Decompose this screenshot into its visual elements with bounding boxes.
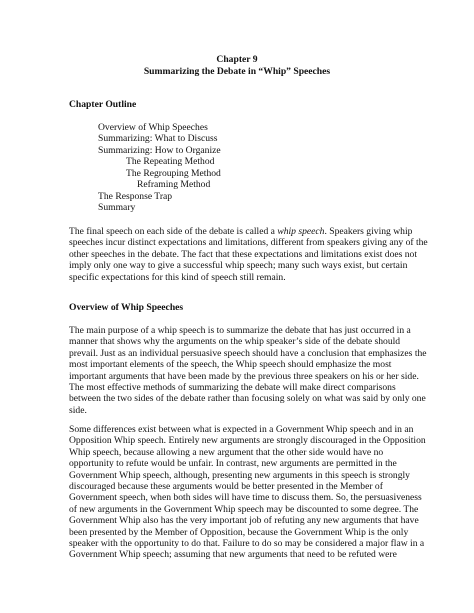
- outline-item: Summarizing: How to Organize: [98, 145, 221, 156]
- outline-subitem: The Repeating Method: [126, 156, 215, 167]
- paragraph-line: Some differences exist between what is expected in a Government Whip speech and in an: [69, 424, 414, 435]
- intro-line: specific expectations for this kind of speech still remain.: [69, 271, 286, 283]
- intro-text: . Speakers giving whip: [324, 226, 413, 237]
- paragraph-line: of new arguments in the Government Whip speech may be discounted to some degree. The: [69, 503, 419, 515]
- outline-item: Summarizing: What to Discuss: [98, 133, 218, 144]
- paragraph-line: manner that shows why the arguments on the whip speaker’s side of the debate should: [69, 336, 401, 348]
- chapter-title: Summarizing the Debate in “Whip” Speeches: [143, 66, 331, 77]
- paragraph-line: discouraged because these arguments would be better presented in the Member of: [69, 481, 383, 493]
- paragraph-line: most important elements of the speech, the Whip speech should emphasize the most: [69, 359, 392, 371]
- paragraph-line: Government Whip speech, although, presenting new arguments in this speech is strongly: [69, 469, 410, 481]
- outline-subitem: Reframing Method: [137, 179, 211, 190]
- intro-text: The final speech on each side of the debate is called a: [69, 226, 278, 237]
- outline-subitem: The Regrouping Method: [126, 168, 221, 179]
- overview-heading: Overview of Whip Speeches: [69, 302, 184, 313]
- paragraph-line: Government Whip speech; assuming that new arguments that need to be refuted were: [69, 549, 397, 561]
- outline-item: The Response Trap: [98, 191, 173, 202]
- paragraph-line: The most effective methods of summarizing the debate will make direct comparisons: [69, 382, 396, 394]
- paragraph-line: The main purpose of a whip speech is to summarize the debate that has just occurred in a: [69, 325, 411, 336]
- paragraph-line: been presented by the Member of Opposition, because the Government Whip is the only: [69, 526, 409, 538]
- paragraph-line: between the two sides of the debate rather than focusing solely on what was said by only one: [69, 393, 426, 405]
- paragraph-line: Whip speech, because allowing a new argument that the other side would have no: [69, 446, 384, 458]
- whip-speech-term: whip speech: [277, 226, 325, 237]
- overview-paragraph-1: [69, 325, 429, 416]
- intro-line: imply only one way to give a successful whip speech; many such ways exist, but certain: [69, 260, 408, 272]
- intro-line: speeches incur distinct expectations and limitations, different from speakers giving any of the: [69, 237, 428, 249]
- outline-item: Overview of Whip Speeches: [98, 122, 208, 133]
- paragraph-line: Government Whip also has the very important job of refuting any new arguments that have: [69, 515, 419, 527]
- paragraph-line: important arguments that have been made by the previous three speakers on his or her side.: [69, 370, 419, 382]
- intro-paragraph: [69, 226, 429, 283]
- chapter-number: Chapter 9: [216, 54, 258, 65]
- paragraph-line: Opposition Whip speech. Entirely new arguments are strongly discouraged in the Opposition: [69, 435, 426, 447]
- paragraph-line: opportunity to refute would be unfair. In contrast, new arguments are permitted in the: [69, 458, 397, 470]
- paragraph-line: side.: [69, 404, 87, 416]
- paragraph-line: prevail. Just as an individual persuasive speech should have a conclusion that emphasizes the: [69, 347, 427, 359]
- outline-heading: Chapter Outline: [69, 99, 137, 110]
- paragraph-line: speaker with the opportunity to do that. Failure to do so may be considered a major flaw in a: [69, 538, 425, 550]
- paragraph-line: Government speech, when both sides will have time to discuss them. So, the persuasiveness: [69, 492, 422, 504]
- intro-line: other speeches in the debate. The fact that these expectations and limitations exist does not: [69, 248, 418, 260]
- outline-item: Summary: [98, 202, 136, 213]
- overview-paragraph-2: [69, 424, 429, 561]
- intro-line: [69, 226, 429, 237]
